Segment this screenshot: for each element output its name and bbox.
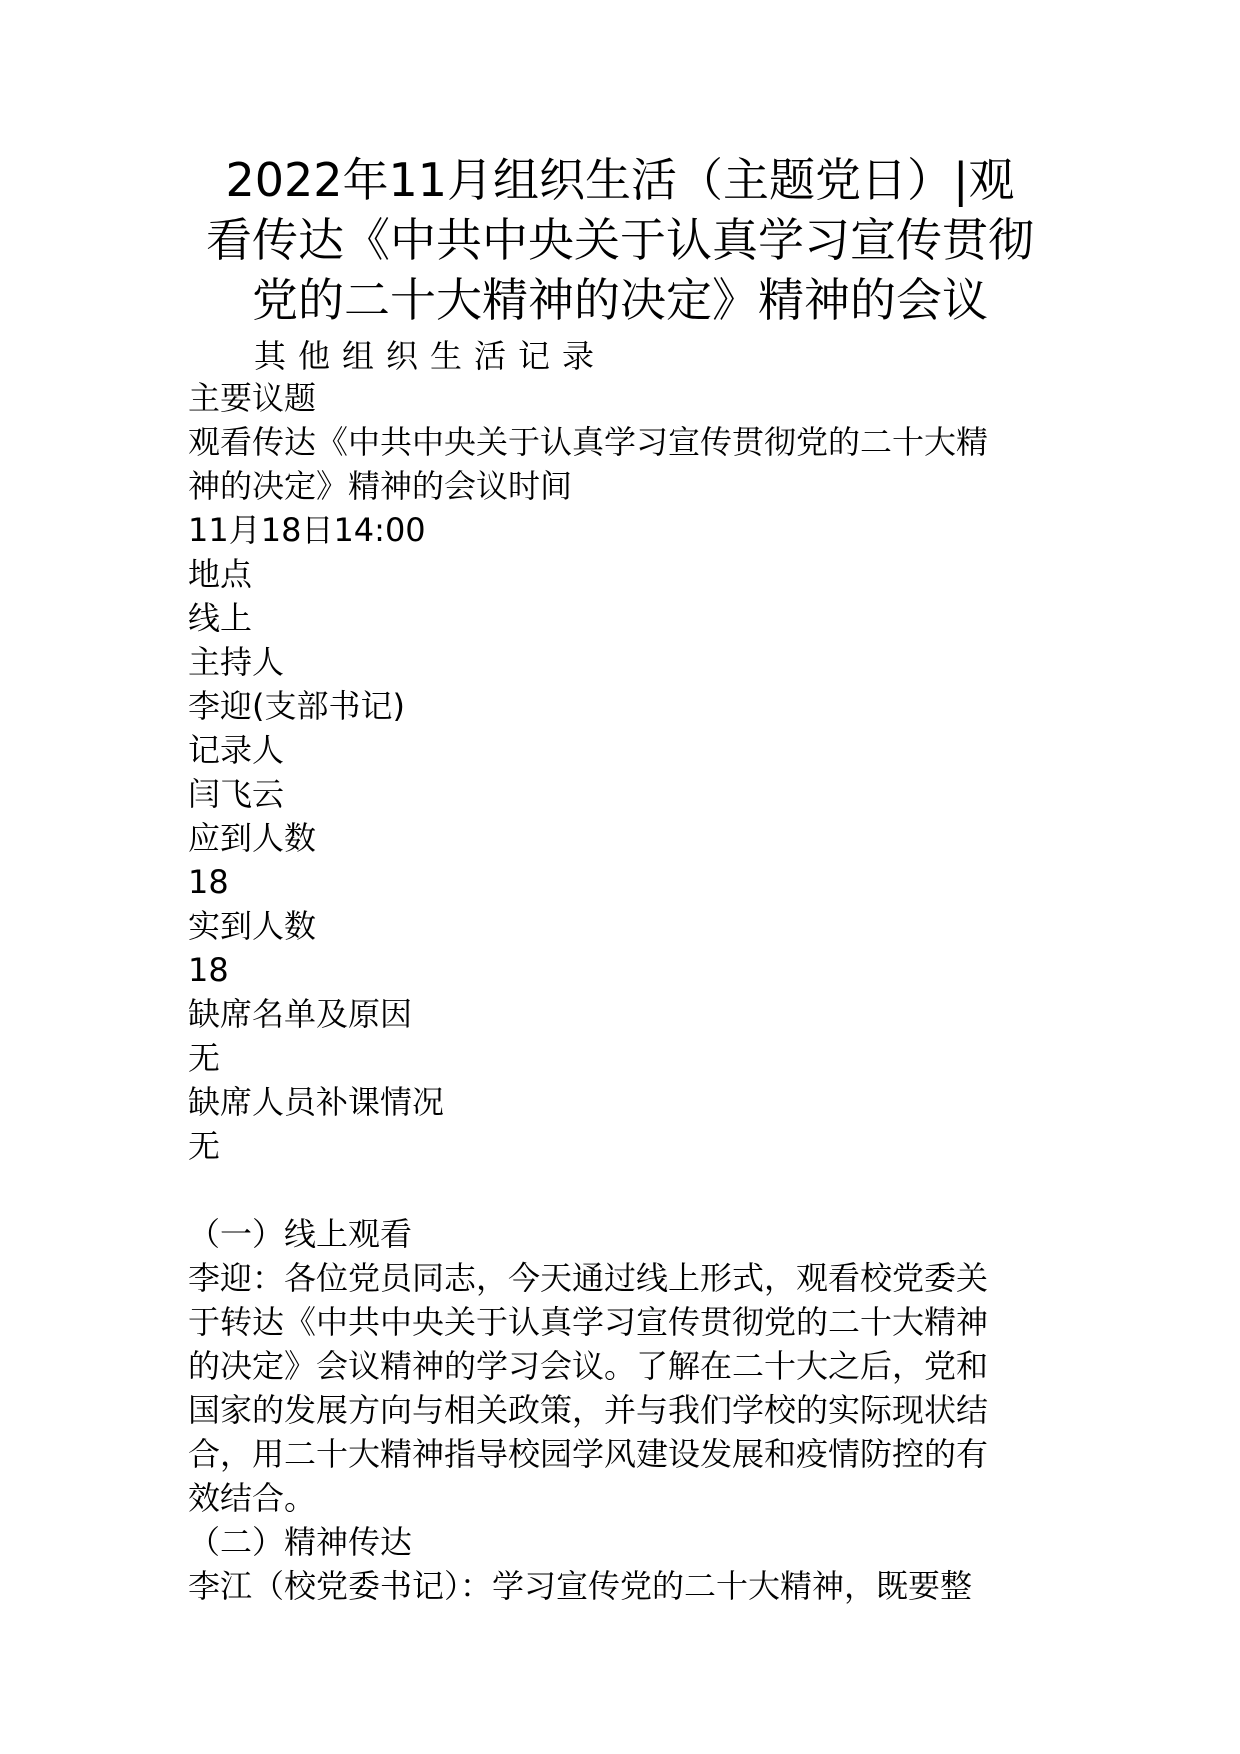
section-1-line-6: 效结合。 — [188, 1479, 317, 1517]
document-subtitle: 其他组织生活记录 — [254, 337, 607, 375]
makeup-value: 无 — [188, 1127, 221, 1165]
document-body — [188, 376, 1058, 1608]
section-1-heading: （一）线上观看 — [188, 1215, 413, 1253]
document-title — [170, 150, 1070, 330]
title-line-3: 党的二十大精神的决定》精神的会议 — [252, 273, 988, 327]
section-1-line-5: 合，用二十大精神指导校园学风建设发展和疫情防控的有 — [188, 1435, 989, 1473]
recorder-label: 记录人 — [188, 731, 285, 769]
title-line-1: 2022年11月组织生活（主题党日）|观 — [225, 153, 1015, 207]
absent-list-label: 缺席名单及原因 — [188, 995, 413, 1033]
topic-value-line-1: 观看传达《中共中央关于认真学习宣传贯彻党的二十大精 — [188, 423, 989, 461]
topic-label: 主要议题 — [188, 379, 317, 417]
location-label: 地点 — [188, 555, 253, 593]
section-2-line-1: 李江（校党委书记）：学习宣传党的二十大精神，既要整 — [188, 1567, 973, 1605]
time-value: 11月18日14:00 — [188, 511, 426, 549]
section-1-line-2: 于转达《中共中央关于认真学习宣传贯彻党的二十大精神 — [188, 1303, 989, 1341]
absent-list-value: 无 — [188, 1039, 221, 1077]
actual-count-value: 18 — [188, 951, 229, 989]
topic-value-line-2: 神的决定》精神的会议时间 — [188, 467, 573, 505]
host-label: 主持人 — [188, 643, 285, 681]
section-2-heading: （二）精神传达 — [188, 1523, 413, 1561]
expected-count-value: 18 — [188, 863, 229, 901]
section-1-line-4: 国家的发展方向与相关政策，并与我们学校的实际现状结 — [188, 1391, 989, 1429]
location-value: 线上 — [188, 599, 253, 637]
section-1-line-1: 李迎：各位党员同志，今天通过线上形式，观看校党委关 — [188, 1259, 989, 1297]
makeup-label: 缺席人员补课情况 — [188, 1083, 445, 1121]
section-spacer — [188, 1168, 1058, 1212]
actual-count-label: 实到人数 — [188, 907, 317, 945]
recorder-value: 闫飞云 — [188, 775, 285, 813]
title-line-2: 看传达《中共中央关于认真学习宣传贯彻 — [206, 213, 1034, 267]
expected-count-label: 应到人数 — [188, 819, 317, 857]
section-1-line-3: 的决定》会议精神的学习会议。了解在二十大之后，党和 — [188, 1347, 989, 1385]
host-value: 李迎(支部书记) — [188, 687, 405, 725]
